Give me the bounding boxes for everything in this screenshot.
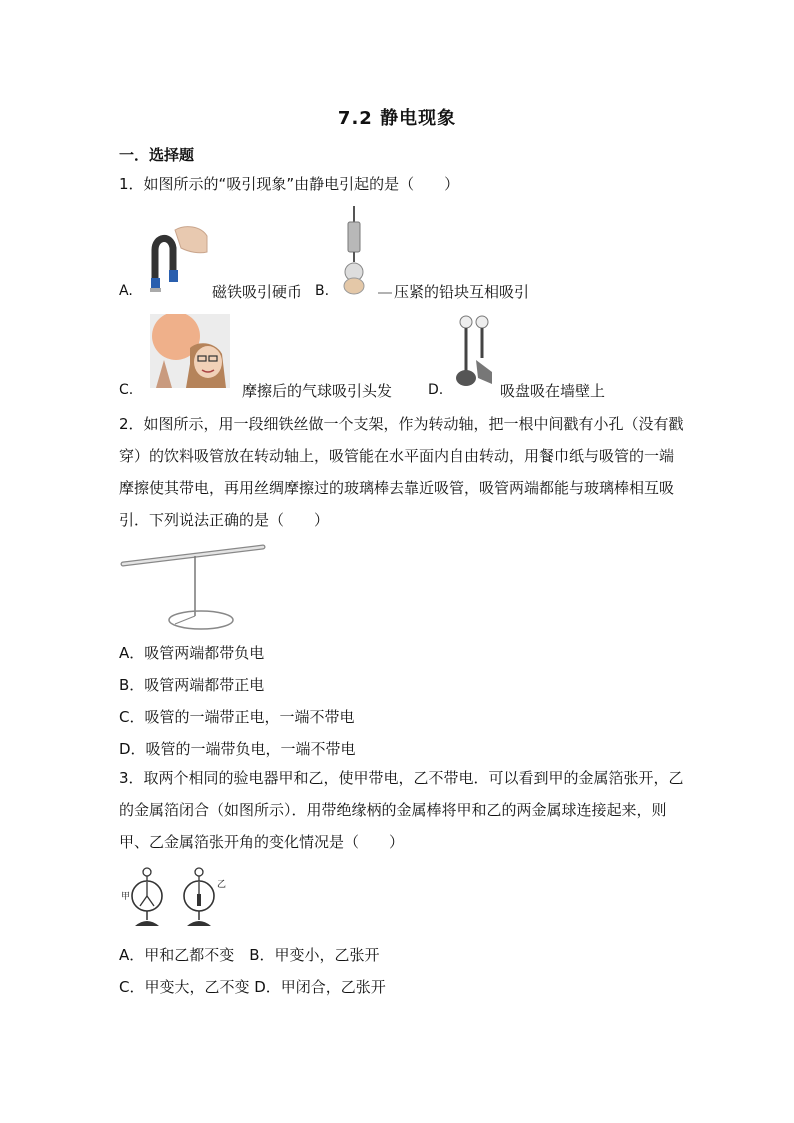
- q1-option-d-letter: D.: [428, 382, 444, 398]
- q1-option-d-text: 吸盘吸在墙壁上: [500, 382, 606, 400]
- q3-stem: 3．取两个相同的验电器甲和乙，使甲带电，乙不带电．可以看到甲的金属箔张开，乙的金属箔闭合（如图所示）．用带绝缘柄的金属棒将甲和乙的两金属球连接起来，则甲、乙金属箔张开角的变化情况是（ ）: [119, 769, 684, 851]
- q2-option-c: C．吸管的一端带正电，一端不带电: [119, 708, 355, 726]
- q3-options-cd: C．甲变大，乙不变 D．甲闭合，乙张开: [119, 978, 386, 996]
- q3-options-ab: A．甲和乙都不变 B．甲变小，乙张开: [119, 946, 380, 964]
- q1-option-b-text: 压紧的铅块互相吸引: [394, 283, 530, 301]
- q1-option-c-text: 摩擦后的气球吸引头发: [242, 382, 393, 400]
- q1-option-a-letter: A.: [119, 283, 133, 299]
- balloon-hair-image: [150, 314, 230, 388]
- electroscopes-image: [119, 866, 231, 930]
- electroscope-yi-label: 乙: [217, 880, 227, 890]
- q2-option-d: D．吸管的一端带负电，一端不带电: [119, 740, 356, 758]
- q2-option-b: B．吸管两端都带正电: [119, 676, 265, 694]
- page-title: 7.2 静电现象: [337, 108, 457, 129]
- q1-option-b-letter: B.: [315, 283, 330, 299]
- electroscope-jia-label: 甲: [121, 892, 131, 902]
- section-heading: 一．选择题: [119, 146, 195, 164]
- suction-cup-image: [452, 314, 496, 392]
- q1-option-a-text: 磁铁吸引硬币: [212, 283, 303, 301]
- q1-stem: 1．如图所示的“吸引现象”由静电引起的是（ ）: [119, 175, 460, 193]
- q2-option-a: A．吸管两端都带负电: [119, 644, 265, 662]
- lead-blocks-image: [340, 206, 394, 302]
- straw-pivot-image: [119, 540, 267, 632]
- q2-stem: 2．如图所示，用一段细铁丝做一个支架，作为转动轴，把一根中间戳有小孔（没有戳穿）的饮料吸管放在转动轴上，吸管能在水平面内自由转动，用餐巾纸与吸管的一端摩擦使其带电，再用丝绸摩擦过的玻璃棒去靠近吸管，吸管两端都能与玻璃棒相互吸引．下列说法正确的是（ ）: [119, 415, 684, 529]
- magnet-coin-image: [145, 222, 209, 294]
- q1-option-c-letter: C.: [119, 382, 134, 398]
